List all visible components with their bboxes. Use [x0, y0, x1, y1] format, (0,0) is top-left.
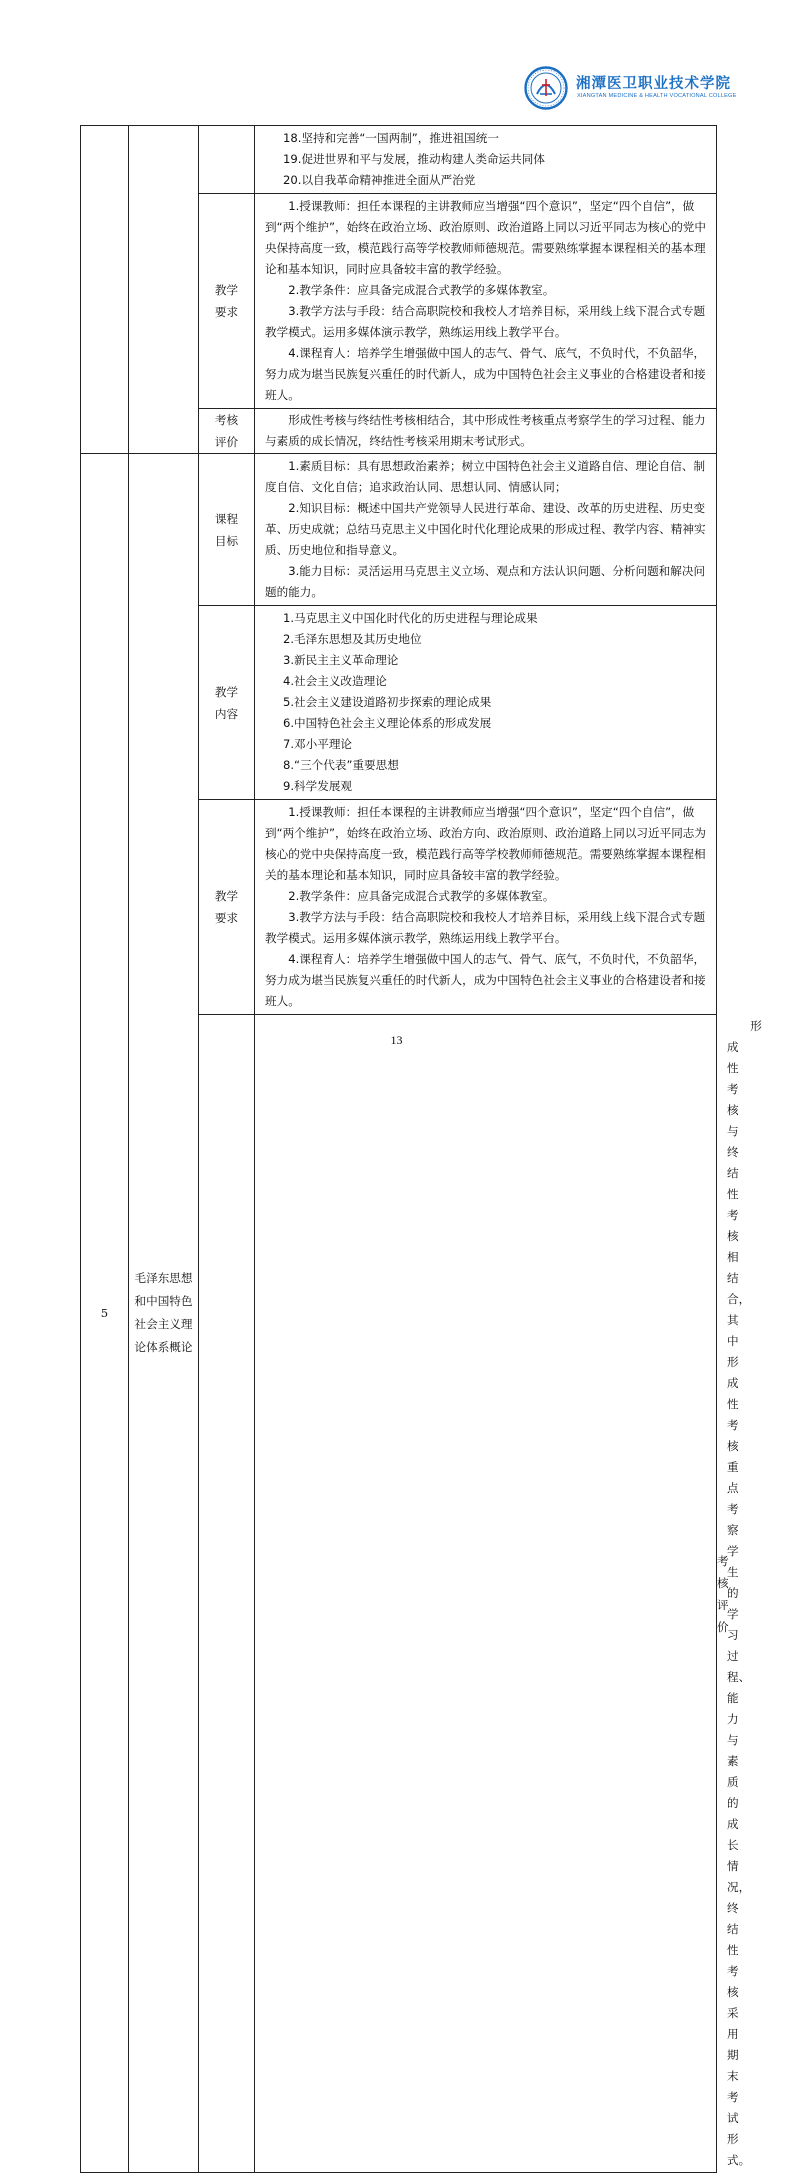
content-items-cell — [255, 126, 717, 194]
list-item: 9.科学发展观 — [283, 779, 353, 793]
list-item: 6.中国特色社会主义理论体系的形成发展 — [283, 716, 492, 730]
index-cell-continued — [199, 1015, 255, 2173]
paragraph: 4.课程育人：培养学生增强做中国人的志气、骨气、底气，不负时代，不负韶华，努力成为堪当民族复兴重任的时代新人，成为中国特色社会主义事业的合格建设者和接班人。 — [265, 952, 706, 1008]
list-item: 18.坚持和完善“一国两制”，推进祖国统一 — [283, 131, 499, 145]
requirements-cell — [255, 194, 717, 409]
course-name: 毛泽东思想和中国特色社会主义理论体系概论 — [129, 454, 199, 2173]
list-item: 1.马克思主义中国化时代化的历史进程与理论成果 — [283, 611, 538, 625]
college-emblem-icon — [524, 66, 568, 110]
list-item: 5.社会主义建设道路初步探索的理论成果 — [283, 695, 492, 709]
list-item: 3.新民主主义革命理论 — [283, 653, 399, 667]
table-row — [81, 454, 717, 606]
course-index: 5 — [81, 454, 129, 2173]
field-label-cell — [199, 126, 255, 194]
assessment-cell — [255, 409, 717, 454]
field-label-course-goals: 课程 目标 — [199, 454, 255, 606]
paragraph: 2.教学条件：应具备完成混合式教学的多媒体教室。 — [288, 283, 555, 297]
goals-cell — [255, 454, 717, 606]
list-item: 20.以自我革命精神推进全面从严治党 — [283, 173, 476, 187]
paragraph: 1.授课教师：担任本课程的主讲教师应当增强“四个意识”，坚定“四个自信”，做到“两个维护”，始终在政治立场、政治方向、政治原则、政治道路上同以习近平同志为核心的党中央保持高度一致，模范践行高等学校教师师德规范。需要熟练掌握本课程相关的基本理论和基本知识，同时应具备较丰富的教学经验。 — [265, 805, 706, 882]
paragraph: 1.素质目标：具有思想政治素养；树立中国特色社会主义道路自信、理论自信、制度自信、文化自信；追求政治认同、思想认同、情感认同； — [265, 459, 706, 494]
course-name-cell-continued — [255, 1015, 717, 2173]
requirements-cell — [255, 800, 717, 1015]
content-items-cell — [255, 606, 717, 800]
index-cell-continued — [81, 126, 129, 454]
paragraph: 4.课程育人：培养学生增强做中国人的志气、骨气、底气，不负时代，不负韶华，努力成为堪当民族复兴重任的时代新人，成为中国特色社会主义事业的合格建设者和接班人。 — [265, 346, 706, 402]
field-label-assessment: 考核 评价 — [199, 409, 255, 454]
paragraph: 1.授课教师：担任本课程的主讲教师应当增强“四个意识”，坚定“四个自信”，做到“两个维护”，始终在政治立场、政治原则、政治道路上同以习近平同志为核心的党中央保持高度一致，模范践行高等学校教师师德规范。需要熟练掌握本课程相关的基本理论和基本知识，同时应具备较丰富的教学经验。 — [265, 199, 706, 276]
curriculum-table — [80, 125, 762, 2173]
list-item: 7.邓小平理论 — [283, 737, 353, 751]
list-item: 8.“三个代表”重要思想 — [283, 758, 399, 772]
page-number: 13 — [390, 1033, 403, 1047]
table-row — [81, 126, 717, 194]
college-logo — [524, 60, 737, 112]
list-item: 2.毛泽东思想及其历史地位 — [283, 632, 422, 646]
list-item: 4.社会主义改造理论 — [283, 674, 387, 688]
paragraph: 形成性考核与终结性考核相结合，其中形成性考核重点考察学生的学习过程、能力与素质的成长情况，终结性考核采用期末考试形式。 — [265, 413, 706, 448]
paragraph: 3.教学方法与手段：结合高职院校和我校人才培养目标，采用线上线下混合式专题教学模式。运用多媒体演示教学，熟练运用线上教学平台。 — [265, 910, 706, 945]
college-name-cn: 湘潭医卫职业技术学院 — [576, 75, 731, 92]
paragraph: 2.教学条件：应具备完成混合式教学的多媒体教室。 — [288, 889, 555, 903]
paragraph: 2.知识目标：概述中国共产党领导人民进行革命、建设、改革的历史进程、历史变革、历史成就；总结马克思主义中国化时代化理论成果的形成过程、教学内容、精神实质、历史地位和指导意义。 — [265, 501, 706, 557]
paragraph: 3.教学方法与手段：结合高职院校和我校人才培养目标，采用线上线下混合式专题教学模式。运用多媒体演示教学，熟练运用线上教学平台。 — [265, 304, 706, 339]
field-label-teaching-content: 教学 内容 — [199, 606, 255, 800]
field-label-teaching-requirements: 教学 要求 — [199, 194, 255, 409]
paragraph: 3.能力目标：灵活运用马克思主义立场、观点和方法认识问题、分析问题和解决问题的能力。 — [265, 564, 706, 599]
course-name-cell-continued — [129, 126, 199, 454]
list-item: 19.促进世界和平与发展，推动构建人类命运共同体 — [283, 152, 545, 166]
field-label-teaching-requirements: 教学 要求 — [199, 800, 255, 1015]
college-name-en: XIANGTAN MEDICINE & HEALTH VOCATIONAL COLLEGE — [577, 93, 737, 99]
table-row: 考核 评价 形成性考核与终结性考核相结合，其中形成性考核重点考察学生的学习过程、能力与素质的成长情况，终结性考核采用期末考试形式。 — [81, 1015, 717, 2173]
